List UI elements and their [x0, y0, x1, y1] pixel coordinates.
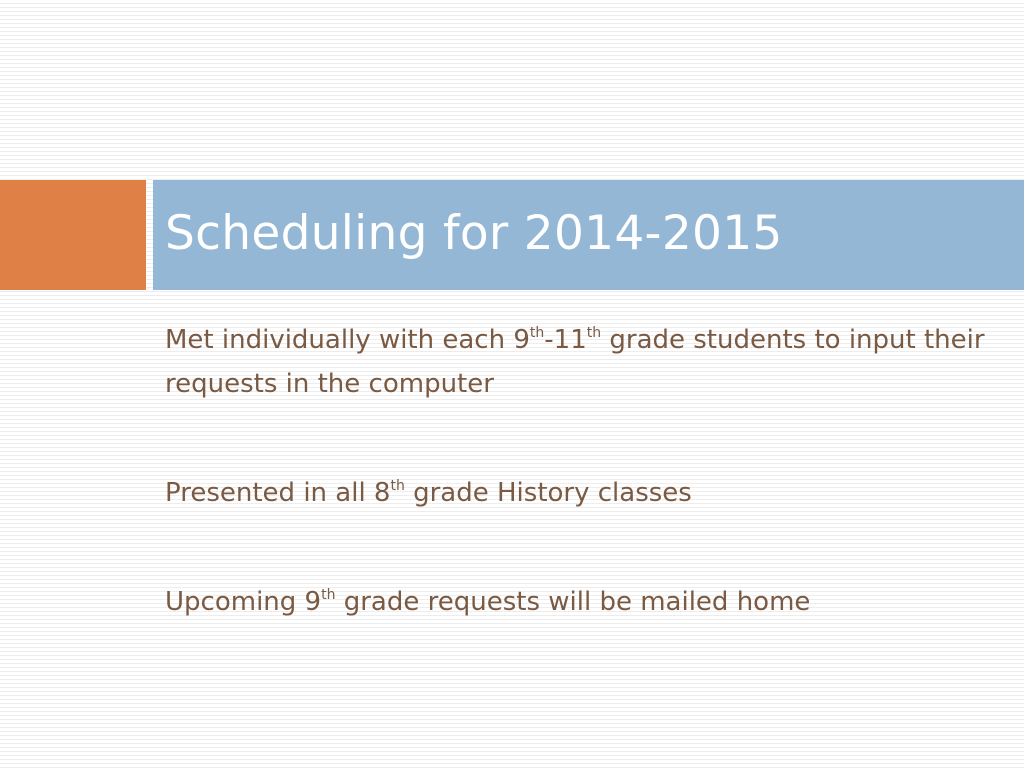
bullet-item [165, 471, 985, 515]
title-bar [153, 180, 1024, 290]
ordinal-suffix: th [586, 325, 602, 341]
bullet-text: grade History classes [404, 478, 692, 508]
bullet-item [165, 580, 985, 624]
bullet-text: Met individually with each 9 [165, 325, 530, 355]
bullet-item [165, 318, 985, 406]
accent-block [0, 180, 146, 290]
ordinal-suffix: th [390, 478, 405, 494]
bullet-text: Presented in all 8 [165, 478, 391, 508]
bullet-text: grade requests will be mailed home [335, 587, 811, 617]
bullet-text: grade students to input their requests in the computer [165, 325, 985, 399]
ordinal-suffix: th [529, 325, 545, 341]
bullet-text: -11 [544, 325, 587, 355]
bullet-text: Upcoming 9 [165, 587, 322, 617]
slide-title: Scheduling for 2014-2015 [165, 206, 783, 261]
bullet-list [165, 318, 985, 689]
ordinal-suffix: th [321, 587, 336, 603]
